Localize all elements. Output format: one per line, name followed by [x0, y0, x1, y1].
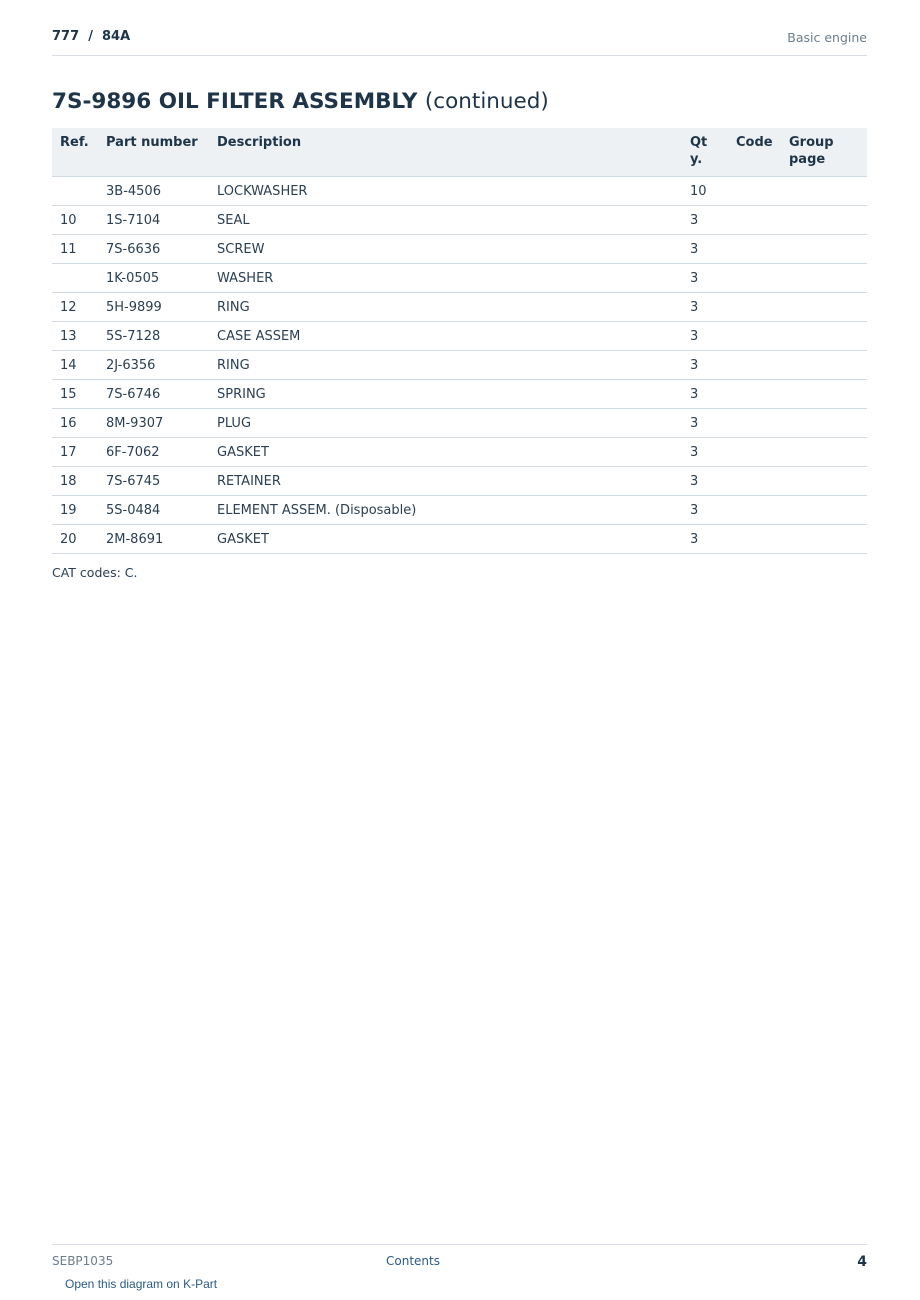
- column-header-group-page: Group page: [781, 128, 867, 177]
- group-page-cell: [781, 496, 867, 525]
- code-cell: [728, 264, 781, 293]
- group-page-cell: [781, 351, 867, 380]
- column-header-part-number: Part number: [98, 128, 209, 177]
- qty-cell: 3: [682, 496, 728, 525]
- code-cell: [728, 438, 781, 467]
- qty-cell: 3: [682, 380, 728, 409]
- part-number-cell: 2J-6356: [98, 351, 209, 380]
- table-row: [52, 177, 867, 206]
- page-header: [52, 28, 867, 56]
- qty-cell: 3: [682, 467, 728, 496]
- title-main: 7S-9896 OIL FILTER ASSEMBLY: [52, 89, 418, 114]
- page-number: 4: [857, 1254, 867, 1270]
- code-cell: [728, 235, 781, 264]
- part-number-cell: 1S-7104: [98, 206, 209, 235]
- table-row: [52, 409, 867, 438]
- cat-codes-note: CAT codes: C.: [52, 565, 138, 580]
- page-title: [52, 89, 549, 114]
- column-header-description: Description: [209, 128, 682, 177]
- qty-cell: 3: [682, 525, 728, 554]
- group-page-cell: [781, 322, 867, 351]
- description-cell: RING: [209, 293, 682, 322]
- qty-cell: 3: [682, 438, 728, 467]
- contents-link[interactable]: Contents: [386, 1254, 440, 1268]
- description-cell: GASKET: [209, 438, 682, 467]
- qty-cell: 3: [682, 293, 728, 322]
- group-page-cell: [781, 293, 867, 322]
- parts-table: [52, 128, 867, 554]
- ref-cell: 20: [52, 525, 98, 554]
- ref-cell: 12: [52, 293, 98, 322]
- description-cell: CASE ASSEM: [209, 322, 682, 351]
- group-page-cell: [781, 467, 867, 496]
- qty-cell: 3: [682, 322, 728, 351]
- group-page-cell: [781, 380, 867, 409]
- description-cell: LOCKWASHER: [209, 177, 682, 206]
- ref-cell: 16: [52, 409, 98, 438]
- code-cell: [728, 409, 781, 438]
- qty-cell: 3: [682, 264, 728, 293]
- code-cell: [728, 496, 781, 525]
- code-cell: [728, 177, 781, 206]
- part-number-cell: 3B-4506: [98, 177, 209, 206]
- table-row: [52, 235, 867, 264]
- code-cell: [728, 351, 781, 380]
- group-page-cell: [781, 206, 867, 235]
- part-number-cell: 5S-7128: [98, 322, 209, 351]
- ref-cell: 11: [52, 235, 98, 264]
- table-row: [52, 496, 867, 525]
- group-page-cell: [781, 409, 867, 438]
- part-number-cell: 1K-0505: [98, 264, 209, 293]
- code-cell: [728, 293, 781, 322]
- table-row: [52, 351, 867, 380]
- code-cell: [728, 380, 781, 409]
- part-number-cell: 7S-6746: [98, 380, 209, 409]
- table-row: [52, 322, 867, 351]
- section-name: Basic engine: [787, 30, 867, 45]
- ref-cell: 19: [52, 496, 98, 525]
- table-row: [52, 438, 867, 467]
- description-cell: SEAL: [209, 206, 682, 235]
- group-page-cell: [781, 525, 867, 554]
- column-header-code: Code: [728, 128, 781, 177]
- column-header-ref: Ref.: [52, 128, 98, 177]
- breadcrumb: 777 / 84A: [52, 29, 131, 44]
- ref-cell: [52, 264, 98, 293]
- qty-cell: 3: [682, 235, 728, 264]
- ref-cell: [52, 177, 98, 206]
- ref-cell: 15: [52, 380, 98, 409]
- part-number-cell: 5S-0484: [98, 496, 209, 525]
- qty-cell: 3: [682, 206, 728, 235]
- description-cell: RING: [209, 351, 682, 380]
- group-page-cell: [781, 177, 867, 206]
- description-cell: SCREW: [209, 235, 682, 264]
- qty-cell: 3: [682, 409, 728, 438]
- description-cell: GASKET: [209, 525, 682, 554]
- part-number-cell: 8M-9307: [98, 409, 209, 438]
- table-row: [52, 206, 867, 235]
- part-number-cell: 6F-7062: [98, 438, 209, 467]
- ref-cell: 10: [52, 206, 98, 235]
- part-number-cell: 5H-9899: [98, 293, 209, 322]
- kpart-diagram-link[interactable]: Open this diagram on K-Part: [65, 1277, 218, 1291]
- ref-cell: 14: [52, 351, 98, 380]
- document-id: SEBP1035: [52, 1254, 114, 1268]
- ref-cell: 18: [52, 467, 98, 496]
- code-cell: [728, 206, 781, 235]
- description-cell: WASHER: [209, 264, 682, 293]
- description-cell: RETAINER: [209, 467, 682, 496]
- code-cell: [728, 467, 781, 496]
- group-page-cell: [781, 264, 867, 293]
- code-cell: [728, 525, 781, 554]
- part-number-cell: 7S-6745: [98, 467, 209, 496]
- code-cell: [728, 322, 781, 351]
- ref-cell: 17: [52, 438, 98, 467]
- description-cell: ELEMENT ASSEM. (Disposable): [209, 496, 682, 525]
- description-cell: PLUG: [209, 409, 682, 438]
- qty-cell: 10: [682, 177, 728, 206]
- qty-cell: 3: [682, 351, 728, 380]
- table-row: [52, 264, 867, 293]
- page-footer: [52, 1244, 867, 1275]
- part-number-cell: 2M-8691: [98, 525, 209, 554]
- column-header-qty: Qty.: [682, 128, 728, 177]
- title-suffix: (continued): [424, 89, 549, 114]
- table-row: [52, 467, 867, 496]
- group-page-cell: [781, 438, 867, 467]
- group-page-cell: [781, 235, 867, 264]
- table-row: [52, 380, 867, 409]
- table-row: [52, 293, 867, 322]
- description-cell: SPRING: [209, 380, 682, 409]
- table-header-row: [52, 128, 867, 177]
- ref-cell: 13: [52, 322, 98, 351]
- table-row: [52, 525, 867, 554]
- part-number-cell: 7S-6636: [98, 235, 209, 264]
